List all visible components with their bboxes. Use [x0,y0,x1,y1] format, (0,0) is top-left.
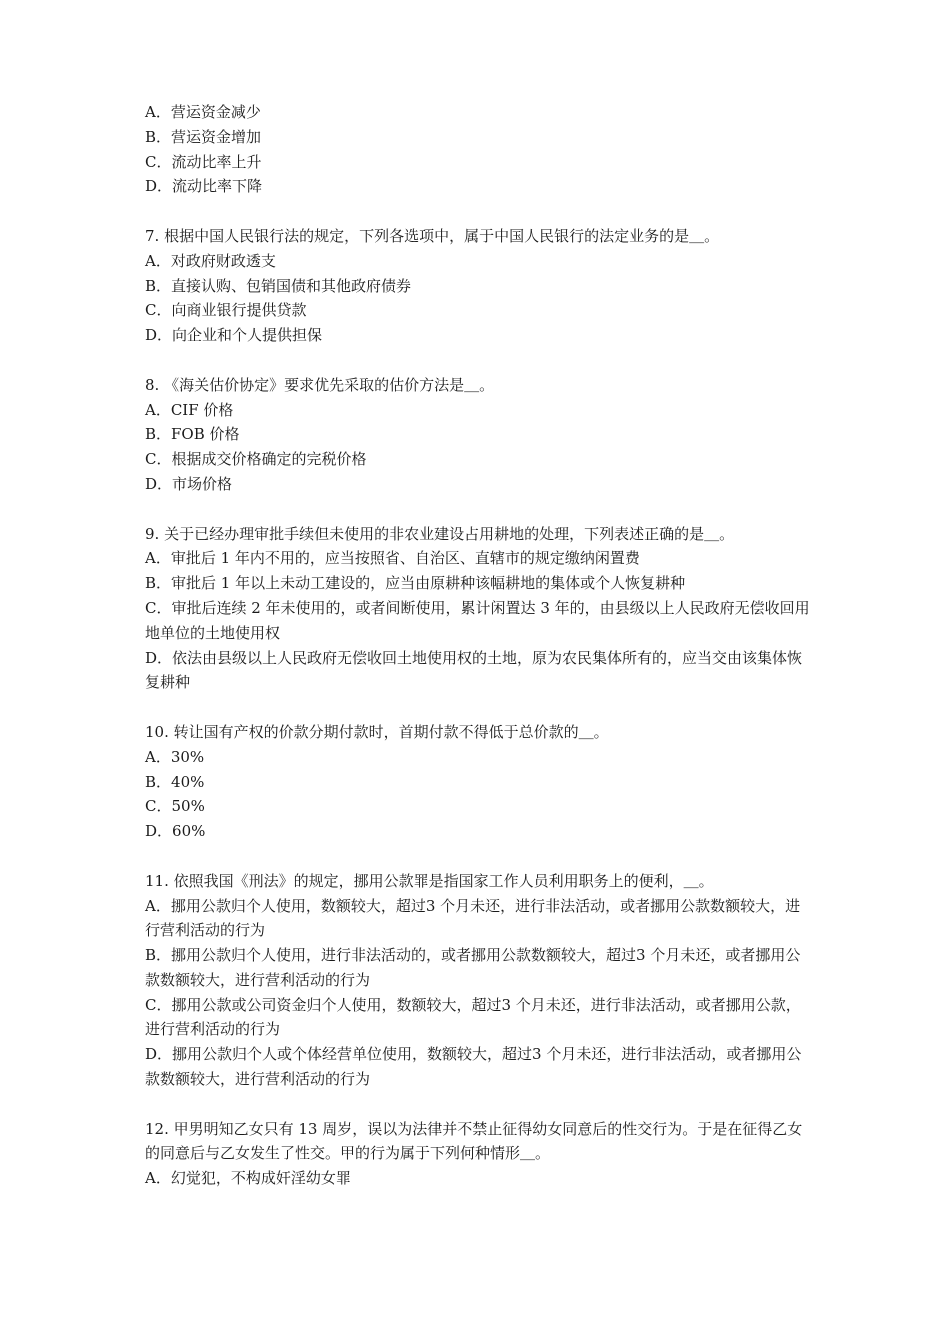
option-c: C．50% [145,797,205,816]
option-d: D．挪用公款归个人或个体经营单位使用，数额较大，超过3 个月未还，进行非法活动，或者挪用公款数额较大，进行营利活动的行为 [145,1045,802,1089]
option-b: B．FOB 价格 [145,425,240,444]
question-6-partial [145,100,815,199]
option-c: C．审批后连续 2 年未使用的，或者间断使用，累计闲置达 3 年的，由县级以上人民政府无偿收回用地单位的土地使用权 [145,598,810,642]
question-stem: 12. 甲男明知乙女只有 13 周岁，误以为法律并不禁止征得幼女同意后的性交行为。于是在征得乙女的同意后与乙女发生了性交。甲的行为属于下列何种情形＿。 [145,1119,803,1163]
question-10 [145,720,815,844]
option-b: B．营运资金增加 [145,127,262,146]
option-d: D．流动比率下降 [145,177,263,196]
option-a: A．CIF 价格 [145,400,234,419]
option-a: A．审批后 1 年内不用的，应当按照省、自治区、直辖市的规定缴纳闲置费 [145,549,640,568]
option-b: B．挪用公款归个人使用，进行非法活动的，或者挪用公款数额较大，超过3 个月未还，或者挪用公款数额较大，进行营利活动的行为 [145,946,801,989]
option-c: C．挪用公款或公司资金归个人使用，数额较大，超过3 个月未还，进行非法活动，或者挪用公款，进行营利活动的行为 [145,995,801,1039]
question-7 [145,224,815,348]
option-a: A．30% [145,747,205,766]
question-12 [145,1117,815,1191]
option-d: D．向企业和个人提供担保 [145,326,323,345]
question-8 [145,373,815,497]
question-stem: 10. 转让国有产权的价款分期付款时，首期付款不得低于总价款的＿。 [145,722,609,741]
option-c: C．流动比率上升 [145,152,262,171]
question-11 [145,869,815,1092]
option-d: D．市场价格 [145,474,233,493]
option-b: B．直接认购、包销国债和其他政府债券 [145,276,412,295]
option-c: C．向商业银行提供贷款 [145,301,307,320]
question-stem: 11. 依照我国《刑法》的规定，挪用公款罪是指国家工作人员利用职务上的便利，＿。 [145,871,714,890]
option-c: C．根据成交价格确定的完税价格 [145,450,367,469]
question-stem: 7. 根据中国人民银行法的规定，下列各选项中，属于中国人民银行的法定业务的是＿。 [145,226,720,245]
option-d: D．依法由县级以上人民政府无偿收回土地使用权的土地，原为农民集体所有的，应当交由该集体恢复耕种 [145,648,803,692]
option-b: B．40% [145,772,205,791]
option-a: A．挪用公款归个人使用，数额较大，超过3 个月未还，进行非法活动，或者挪用公款数额较大，进行营利活动的行为 [145,896,801,940]
question-9 [145,522,815,696]
question-stem: 9. 关于已经办理审批手续但未使用的非农业建设占用耕地的处理，下列表述正确的是＿。 [145,524,735,543]
question-list [145,100,815,1216]
option-a: A．对政府财政透支 [145,251,276,270]
option-b: B．审批后 1 年以上未动工建设的，应当由原耕种该幅耕地的集体或个人恢复耕种 [145,574,686,593]
option-d: D．60% [145,822,206,841]
question-stem: 8. 《海关估价协定》要求优先采取的估价方法是＿。 [145,375,495,394]
option-a: A．营运资金减少 [145,103,261,121]
option-a: A．幻觉犯，不构成奸淫幼女罪 [145,1169,351,1188]
